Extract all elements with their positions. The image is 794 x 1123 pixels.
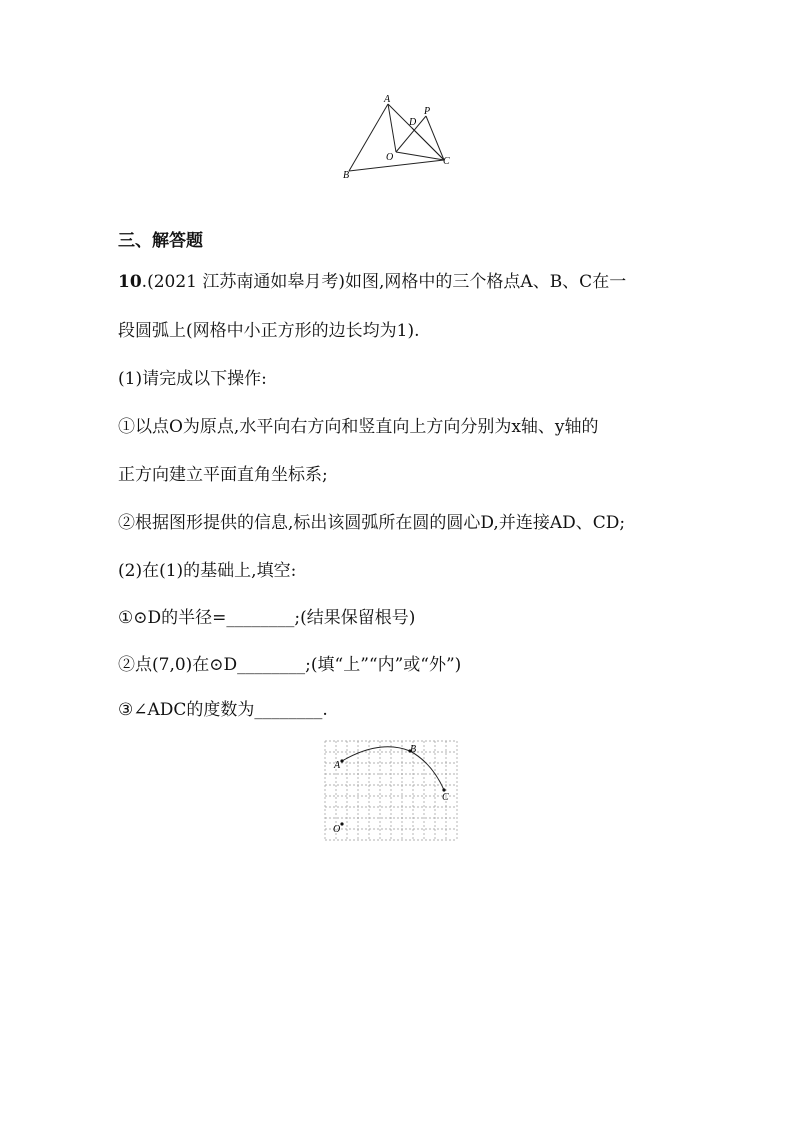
question-stem: .(2021 江苏南通如皋月考)如图,网格中的三个格点A、B、C在一: [141, 272, 627, 292]
segment-bc: [349, 160, 444, 171]
step-2: ②根据图形提供的信息,标出该圆弧所在圆的圆心D,并连接AD、CD;: [118, 513, 626, 533]
question-line-2: 段圆弧上(网格中小正方形的边长均为1).: [118, 321, 420, 341]
label-p: P: [424, 106, 431, 117]
part-1-heading: (1)请完成以下操作:: [118, 369, 267, 389]
point-o: [340, 822, 343, 825]
point-a: [340, 759, 343, 762]
grid-lines: [325, 741, 457, 840]
label-a: A: [384, 94, 391, 105]
grid-figure: [320, 735, 470, 847]
question-line-1: [118, 267, 626, 292]
step-1-line-1: ①以点O为原点,水平向右方向和竖直向上方向分别为x轴、y轴的: [118, 417, 599, 437]
grid-label-c: C: [442, 792, 449, 803]
label-o: O: [386, 152, 394, 163]
triangle-figure: [335, 90, 465, 185]
fill-blank-2: ②点(7,0)在⊙D________;(填“上”“内”或“外”): [118, 655, 462, 675]
fill-blank-3: ③∠ADC的度数为________.: [118, 700, 328, 720]
step-1-line-2: 正方向建立平面直角坐标系;: [118, 465, 328, 485]
label-c: C: [443, 156, 450, 167]
grid-label-b: B: [410, 744, 417, 755]
label-b: B: [343, 170, 350, 181]
circular-arc: [342, 747, 444, 790]
label-d: D: [409, 117, 417, 128]
fill-blank-1: ①⊙D的半径=________;(结果保留根号): [118, 608, 416, 628]
part-2-heading: (2)在(1)的基础上,填空:: [118, 561, 297, 581]
grid-label-o: O: [333, 824, 341, 835]
question-number: 10: [118, 272, 142, 292]
segment-pc: [426, 116, 444, 160]
section-heading: 三、解答题: [118, 231, 203, 251]
grid-label-a: A: [334, 760, 341, 771]
segment-ab: [349, 104, 388, 171]
